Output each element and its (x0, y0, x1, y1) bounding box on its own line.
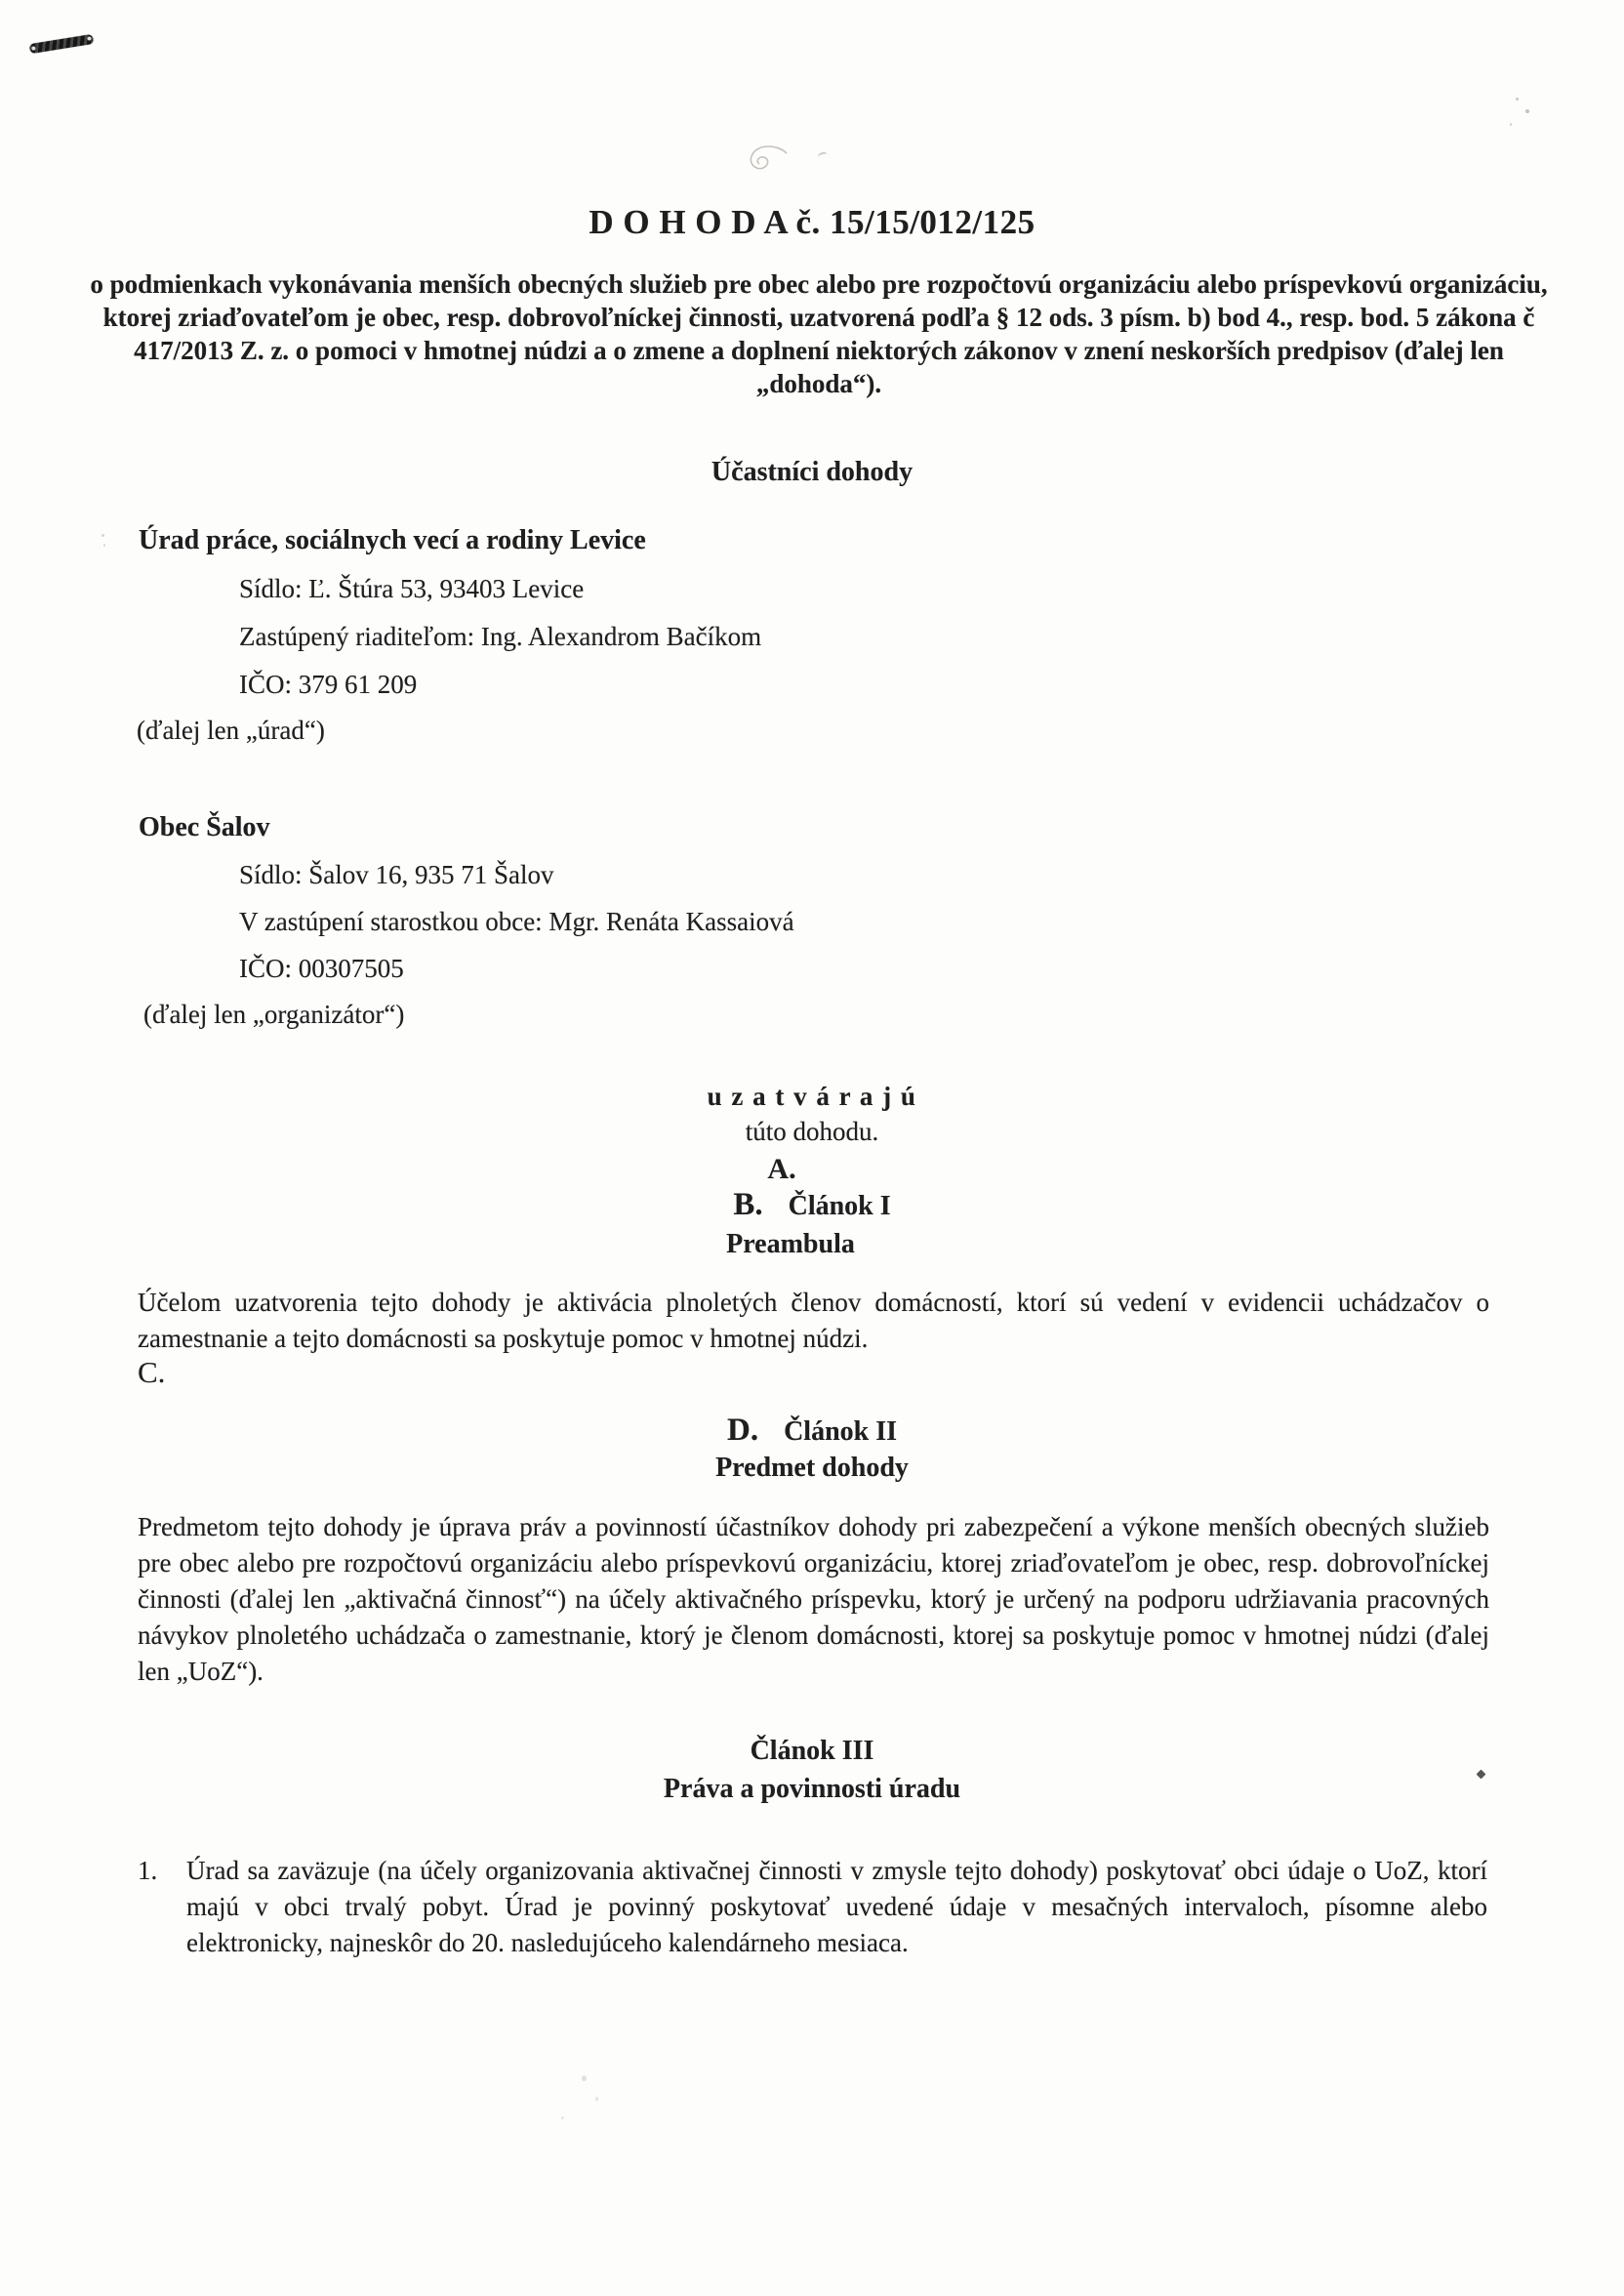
noise-speck (595, 2097, 598, 2101)
document-title: D O H O D A č. 15/15/012/125 (589, 203, 1035, 241)
preambula-paragraph: Účelom uzatvorenia tejto dohody je aktivácia plnoletých členov domácností, ktorí sú vedení v evidencii uchádzačov o zamestnanie a tejto domácnosti sa poskytuje pomoc v hmotnej núdzi. (138, 1288, 1489, 1353)
list-letter-b: B. (733, 1187, 763, 1222)
article-2-heading (0, 1413, 1624, 1449)
pen-stroke-highlight (87, 36, 92, 41)
party-urad-alias: (ďalej len „úrad“) (137, 716, 325, 745)
pen-stroke-artifact (29, 34, 95, 54)
article-1-heading (0, 1187, 1624, 1223)
article-2-paragraph: Predmetom tejto dohody je úprava práv a povinností účastníkov dohody pri zabezpečení a výkone menších obecných služieb pre obec alebo pre rozpočtovú organizáciu alebo príspevkovú organizáciu, ktorej zriaďovateľom je obec, resp. dobrovoľníckej činnosti (ďalej len „aktivačná činnosť“) na účely aktivačného príspevku, ktorý je určený na podporu udržiavania pracovných návykov plnoletého uchádzača o zamestnanie, ktorý je členom domácnosti, ktorej sa poskytuje pomoc v hmotnej núdzi (ďalej len „UoZ“). (138, 1512, 1489, 1686)
scan-fleck-artifact (817, 151, 828, 160)
item-1-number: 1. (138, 1856, 158, 1885)
noise-speck (102, 534, 104, 537)
article-3-item-1 (138, 1853, 1487, 1961)
uzatvaraju-line: u z a t v á r a j ú (707, 1082, 917, 1111)
party-urad-zastupeny: Zastúpený riaditeľom: Ing. Alexandrom Bačíkom (239, 622, 762, 651)
noise-speck (582, 2075, 587, 2081)
scan-swirl-artifact (744, 143, 791, 178)
tuto-dohodu-line: túto dohodu. (745, 1117, 879, 1146)
noise-speck (1516, 98, 1519, 101)
party-obec-name: Obec Šalov (139, 812, 270, 842)
list-letter-d: D. (726, 1413, 759, 1448)
noise-speck (1510, 123, 1512, 126)
noise-speck (1525, 109, 1529, 113)
party-obec-alias: (ďalej len „organizátor“) (143, 1000, 405, 1029)
noise-speck (103, 544, 105, 547)
article-1-title: Článok I (788, 1191, 891, 1221)
list-letter-a: A. (767, 1153, 796, 1185)
article-3-subtitle: Práva a povinnosti úradu (663, 1774, 961, 1804)
article-3-title: Článok III (750, 1736, 874, 1766)
pen-stroke-highlight (31, 46, 36, 51)
party-urad-ico: IČO: 379 61 209 (239, 670, 418, 699)
article-2-subtitle: Predmet dohody (715, 1453, 909, 1483)
list-letter-c: C. (138, 1355, 166, 1389)
party-urad-sidlo: Sídlo: Ľ. Štúra 53, 93403 Levice (239, 574, 585, 603)
article-1-subtitle: Preambula (726, 1229, 855, 1259)
intro-paragraph: o podmienkach vykonávania menších obecných služieb pre obec alebo pre rozpočtovú organizáciu alebo príspevkovú organizáciu, ktorej zriaďovateľom je obec, resp. dobrovoľníckej činnosti, uzatvorená podľa § 12 ods. 3 písm. b) bod 4., resp. bod. 5 zákona č 417/2013 Z. z. o pomoci v hmotnej núdzi a o zmene a doplnení niektorých zákonov v znení neskorších predpisov (ďalej len „dohoda“). (90, 269, 1548, 398)
noise-speck (561, 2116, 564, 2119)
participants-heading: Účastníci dohody (710, 457, 914, 487)
item-1-text: Úrad sa zaväzuje (na účely organizovania aktivačnej činnosti v zmysle tejto dohody) poskytovať obci údaje o UoZ, ktorí majú v obci trvalý pobyt. Úrad je povinný poskytovať uvedené údaje v mesačných intervaloch, písomne alebo elektronicky, najneskôr do 20. nasledujúceho kalendárneho mesiaca. (186, 1856, 1487, 1957)
party-obec-sidlo: Sídlo: Šalov 16, 935 71 Šalov (239, 860, 554, 889)
party-urad-name: Úrad práce, sociálnych vecí a rodiny Levice (139, 525, 646, 555)
article-2-title: Článok II (784, 1416, 898, 1447)
party-obec-zastupeny: V zastúpení starostkou obce: Mgr. Renáta Kassaiová (239, 907, 794, 936)
party-obec-ico: IČO: 00307505 (239, 954, 404, 983)
